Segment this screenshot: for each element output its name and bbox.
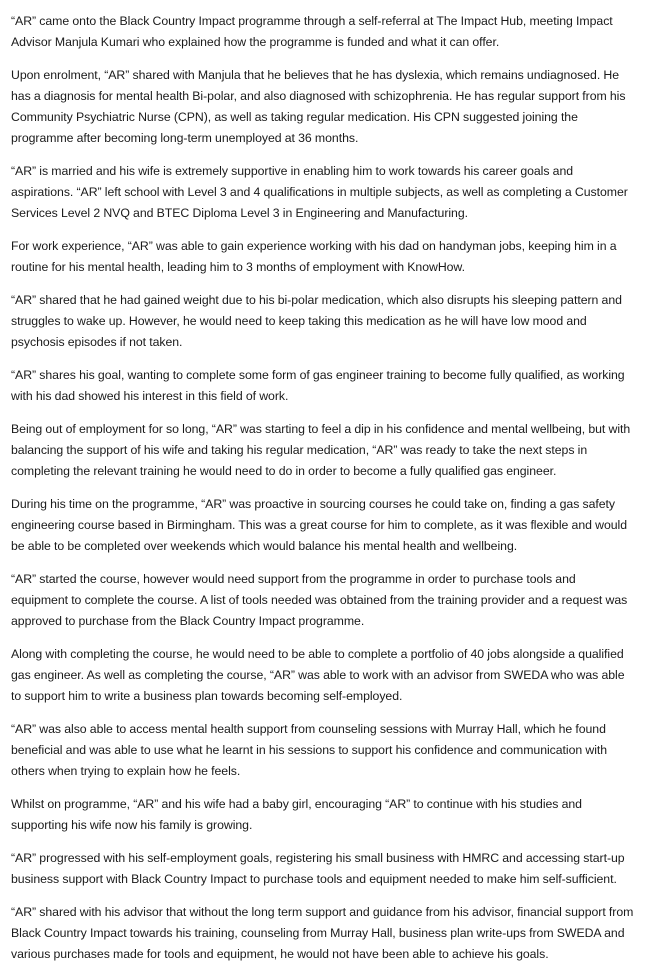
paragraph: “AR” shares his goal, wanting to complete some form of gas engineer training to become fully qualified, as working with his dad showed his interest in this field of work.: [11, 368, 625, 403]
paragraph: “AR” came onto the Black Country Impact programme through a self-referral at The Impact Hub, meeting Impact Advisor Manjula Kumari who explained how the programme is funded and what it can offer.: [11, 14, 613, 49]
paragraph: “AR” started the course, however would need support from the programme in order to purchase tools and equipment to complete the course. A list of tools needed was obtained from the training provider and a request was approved to purchase from the Black Country Impact programme.: [11, 572, 628, 628]
paragraph: Along with completing the course, he would need to be able to complete a portfolio of 40 jobs alongside a qualified gas engineer. As well as completing the course, “AR” was able to work with an advisor from SWEDA who was able to support him to write a business plan towards becoming self-employed.: [11, 647, 625, 703]
paragraph: “AR” shared that he had gained weight due to his bi-polar medication, which also disrupts his sleeping pattern and struggles to wake up. However, he would need to keep taking this medication as he will have low mood and psychosis episodes if not taken.: [11, 293, 622, 349]
paragraph: Whilst on programme, “AR” and his wife had a baby girl, encouraging “AR” to continue with his studies and supporting his wife now his family is growing.: [11, 797, 582, 832]
paragraph: Upon enrolment, “AR” shared with Manjula that he believes that he has dyslexia, which remains undiagnosed. He has a diagnosis for mental health Bi-polar, and also diagnosed with schizophrenia. He has regular support from his Community Psychiatric Nurse (CPN), as well as taking regular medication. His CPN suggested joining the programme after becoming long-term unemployed at 36 months.: [11, 68, 626, 145]
paragraph: “AR” progressed with his self-employment goals, registering his small business with HMRC and accessing start-up business support with Black Country Impact to purchase tools and equipment needed to make him self-sufficient.: [11, 851, 625, 886]
paragraph: “AR” was also able to access mental health support from counseling sessions with Murray Hall, which he found beneficial and was able to use what he learnt in his sessions to support his confidence and communication with others when trying to explain how he feels.: [11, 722, 608, 778]
paragraph: “AR” is married and his wife is extremely supportive in enabling him to work towards his career goals and aspirations. “AR” left school with Level 3 and 4 qualifications in multiple subjects, as well as completing a Customer Services Level 2 NVQ and BTEC Diploma Level 3 in Engineering and Manufacturing.: [11, 164, 628, 220]
paragraph: Being out of employment for so long, “AR” was starting to feel a dip in his confidence and mental wellbeing, but with balancing the support of his wife and taking his regular medication, “AR” was ready to take the next steps in completing the relevant training he would need to do in order to become a fully qualified gas engineer.: [11, 422, 631, 478]
paragraph: For work experience, “AR” was able to gain experience working with his dad on handyman jobs, keeping him in a routine for his mental health, leading him to 3 months of employment with KnowHow.: [11, 239, 617, 274]
paragraph: During his time on the programme, “AR” was proactive in sourcing courses he could take on, finding a gas safety engineering course based in Birmingham. This was a great course for him to complete, as it was flexible and would be able to be completed over weekends which would balance his mental health and wellbeing.: [11, 497, 628, 553]
paragraph: “AR” shared with his advisor that without the long term support and guidance from his advisor, financial support from Black Country Impact towards his training, counseling from Murray Hall, business plan write-ups from SWEDA and various purchases made for tools and equipment, he would not have been able to achieve his goals.: [11, 905, 634, 961]
